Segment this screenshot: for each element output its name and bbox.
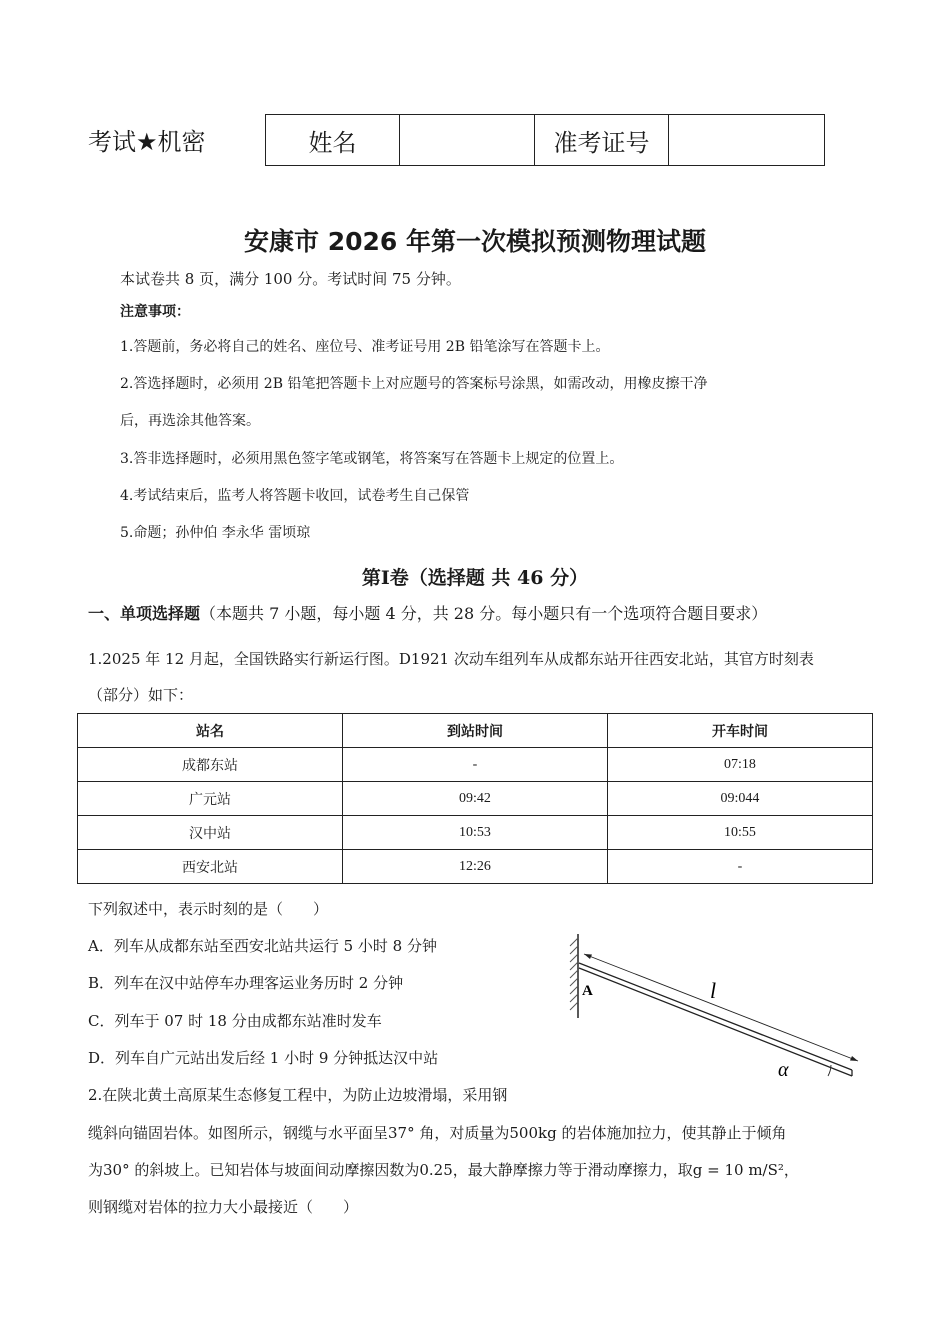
table-cell: 07:18 xyxy=(608,748,873,782)
q1-question: 下列叙述中，表示时刻的是（ ） xyxy=(88,900,329,918)
notice-heading: 注意事项： xyxy=(120,304,190,320)
table-cell: 10:55 xyxy=(608,816,873,850)
arrowhead-icon xyxy=(850,1056,858,1061)
notice-item: 5.命题；孙仲伯 李永华 雷顷琼 xyxy=(120,525,311,541)
q1-stem-line1: 1.2025 年 12 月起，全国铁路实行新运行图。D1921 次动车组列车从成都东站开往西安北站，其官方时刻表 xyxy=(88,650,814,668)
table-cell: - xyxy=(608,850,873,884)
table-cell: 10:53 xyxy=(343,816,608,850)
exam-info-table xyxy=(265,114,825,166)
table-cell: 12:26 xyxy=(343,850,608,884)
secret-label: 考试★机密 xyxy=(88,128,206,156)
wall-hatching xyxy=(570,938,578,1010)
q1-option-a[interactable]: A．列车从成都东站至西安北站共运行 5 小时 8 分钟 xyxy=(88,937,437,955)
section-subtitle xyxy=(88,601,767,624)
notice-item: 4.考试结束后，监考人将答题卡收回，试卷考生自己保管 xyxy=(120,488,470,504)
notice-item: 后，再选涂其他答案。 xyxy=(120,413,260,429)
q2-line3: 为30° 的斜坡上。已知岩体与坡面间动摩擦因数为0.25，最大静摩擦力等于滑动摩擦力，取g = 10 m/S²， xyxy=(88,1161,799,1179)
q1-option-c[interactable]: C．列车于 07 时 18 分由成都东站准时发车 xyxy=(88,1012,382,1030)
section-subtitle-bold: 一、单项选择题 xyxy=(88,604,201,623)
rod-wall-figure xyxy=(560,930,870,1085)
intro-text: 本试卷共 8 页，满分 100 分。考试时间 75 分钟。 xyxy=(120,270,461,288)
ticket-number-label: 准考证号 xyxy=(535,115,669,165)
timetable-header-cell: 站名 xyxy=(78,714,343,748)
page-title: 安康市 2026 年第一次模拟预测物理试题 xyxy=(244,227,706,256)
table-row xyxy=(78,782,873,816)
angle-alpha-label: α xyxy=(778,1059,789,1081)
table-cell: - xyxy=(343,748,608,782)
length-dimension-line xyxy=(584,954,858,1061)
timetable xyxy=(77,713,873,884)
table-cell: 广元站 xyxy=(78,782,343,816)
notice-item: 2.答选择题时，必须用 2B 铅笔把答题卡上对应题号的答案标号涂黑，如需改动，用橡皮擦干净 xyxy=(120,376,708,392)
length-label: l xyxy=(710,978,717,1003)
name-field[interactable] xyxy=(400,115,535,165)
q2-line4: 则钢缆对岩体的拉力大小最接近（ ） xyxy=(88,1198,359,1216)
table-cell: 成都东站 xyxy=(78,748,343,782)
q1-option-d[interactable]: D．列车自广元站出发后经 1 小时 9 分钟抵达汉中站 xyxy=(88,1049,439,1067)
section-subtitle-rest: （本题共 7 小题，每小题 4 分，共 28 分。每小题只有一个选项符合题目要求） xyxy=(200,604,768,623)
notice-item: 1.答题前，务必将自己的姓名、座位号、准考证号用 2B 铅笔涂写在答题卡上。 xyxy=(120,339,610,355)
ticket-number-field[interactable] xyxy=(669,115,824,165)
table-cell: 西安北站 xyxy=(78,850,343,884)
point-a-label: A xyxy=(582,983,593,999)
timetable-header-row xyxy=(78,714,873,748)
table-cell: 09:42 xyxy=(343,782,608,816)
timetable-header-cell: 开车时间 xyxy=(608,714,873,748)
q2-line2: 缆斜向锚固岩体。如图所示，钢缆与水平面呈37° 角，对质量为500kg 的岩体施加拉力，使其静止于倾角 xyxy=(88,1124,787,1142)
name-label: 姓名 xyxy=(266,115,400,165)
q1-stem-line2: （部分）如下： xyxy=(88,686,194,704)
table-cell: 汉中站 xyxy=(78,816,343,850)
table-row xyxy=(78,748,873,782)
q2-line1: 2.在陕北黄土高原某生态修复工程中，为防止边坡滑塌，采用钢 xyxy=(88,1086,508,1104)
timetable-header-cell: 到站时间 xyxy=(343,714,608,748)
table-row xyxy=(78,850,873,884)
table-row xyxy=(78,816,873,850)
notice-item: 3.答非选择题时，必须用黑色签字笔或钢笔，将答案写在答题卡上规定的位置上。 xyxy=(120,451,624,467)
section-title: 第Ⅰ卷（选择题 共 46 分） xyxy=(361,567,589,589)
table-cell: 09:044 xyxy=(608,782,873,816)
q1-option-b[interactable]: B．列车在汉中站停车办理客运业务历时 2 分钟 xyxy=(88,974,404,992)
arrowhead-icon xyxy=(584,954,592,959)
